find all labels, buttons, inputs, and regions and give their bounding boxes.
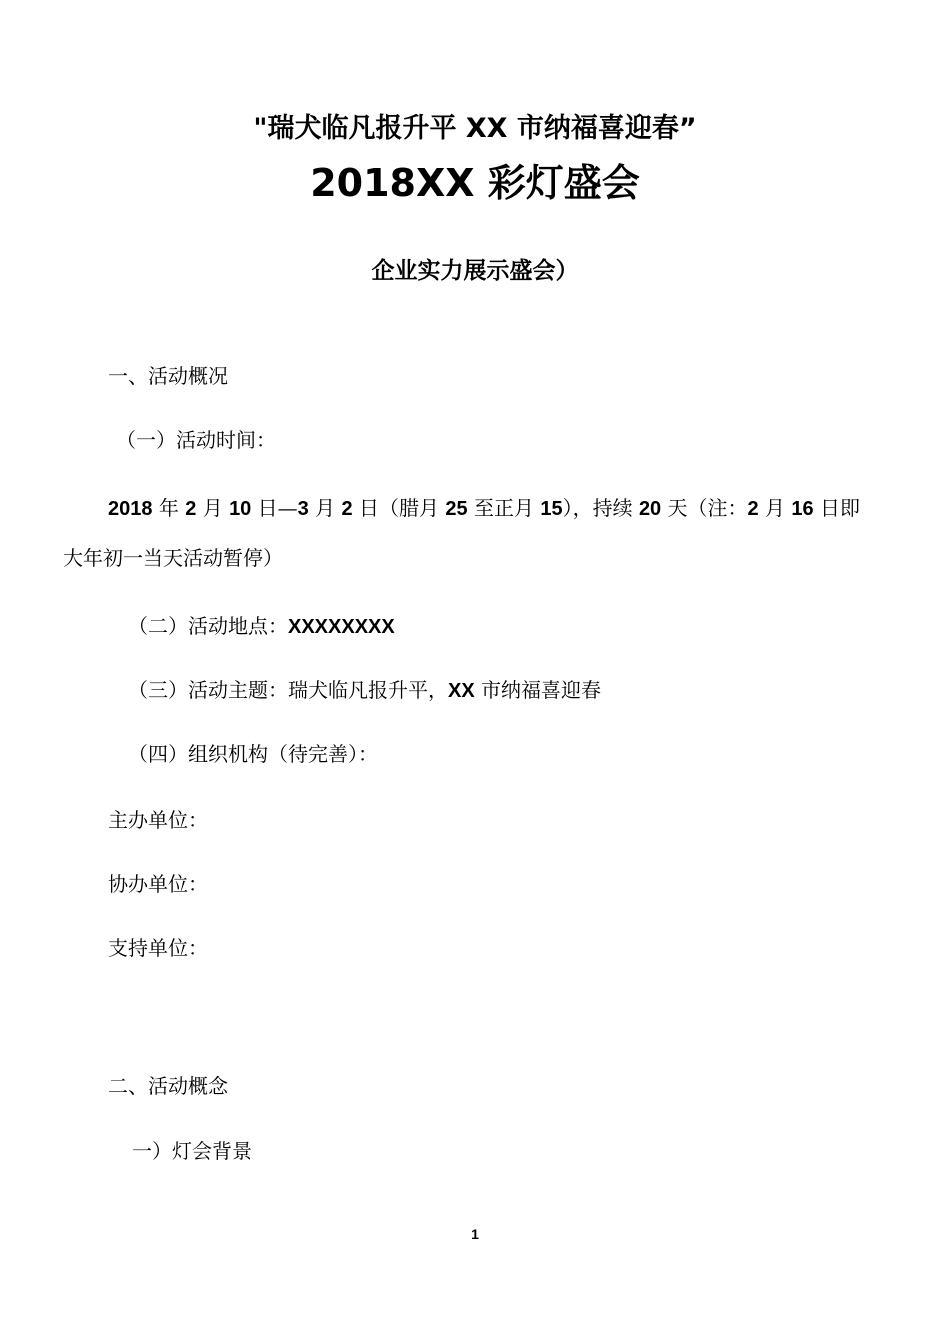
location-label: （二）活动地点： — [128, 614, 288, 638]
location-value: XXXXXXXX — [288, 616, 395, 638]
time-label: （一）活动时间： — [116, 428, 276, 452]
title-line-1: "瑞犬临凡报升平 XX 市纳福喜迎春” — [253, 113, 697, 144]
section1-heading: 一、活动概况 — [108, 364, 228, 388]
time-detail-line2: 大年初一当天活动暂停） — [63, 546, 283, 570]
title-line-3: 企业实力展示盛会） — [371, 258, 579, 284]
page-number: 1 — [471, 1226, 479, 1242]
org-label: （四）组织机构（待完善）： — [128, 742, 378, 766]
time-detail-line1: 2018 年 2 月 10 日—3 月 2 日（腊月 25 至正月 15），持续 20 天（注：2 月 16 日即 — [108, 496, 860, 520]
location-line — [128, 612, 395, 641]
host-label: 主办单位： — [108, 808, 208, 832]
support-label: 支持单位： — [108, 936, 208, 960]
section2-sub1: 一）灯会背景 — [132, 1139, 252, 1163]
co-host-label: 协办单位： — [108, 872, 208, 896]
section2-heading: 二、活动概念 — [108, 1074, 228, 1098]
theme-line: （三）活动主题：瑞犬临凡报升平，XX 市纳福喜迎春 — [128, 678, 602, 702]
title-line-2: 2018XX 彩灯盛会 — [310, 161, 640, 205]
